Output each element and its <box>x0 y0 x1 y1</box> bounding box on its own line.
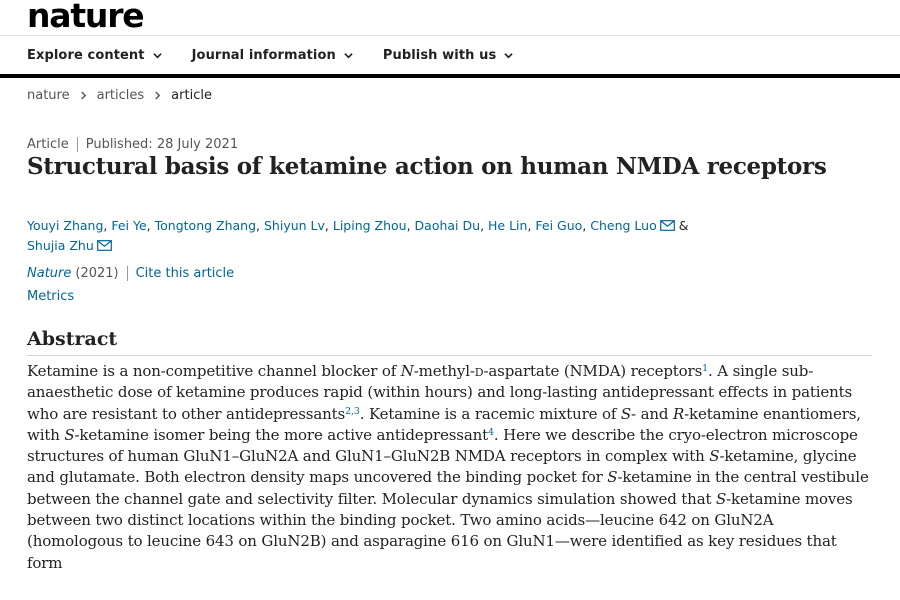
abstract-italic: N <box>400 362 414 380</box>
abstract-italic: S <box>607 468 618 487</box>
author-link[interactable]: Daohai Du <box>414 218 481 233</box>
chevron-down-icon <box>344 51 353 60</box>
article-type: Article <box>27 137 69 152</box>
nav-journal-information[interactable] <box>192 48 353 63</box>
section-divider <box>27 355 872 356</box>
reference-link[interactable]: 1 <box>702 363 709 374</box>
mail-icon[interactable] <box>660 220 675 231</box>
reference-link[interactable]: 2,3 <box>345 405 360 417</box>
meta-divider <box>127 266 128 281</box>
main-nav <box>0 36 900 78</box>
chevron-down-icon <box>504 51 513 60</box>
article-meta <box>27 137 238 152</box>
abstract-segment: -ketamine in the central vestibule between the channel gate and selectivity filter. Molecular dynamics simulation showed that <box>27 468 869 508</box>
author-link[interactable]: Liping Zhou <box>332 218 407 233</box>
abstract-italic: S <box>620 404 632 423</box>
mail-icon[interactable] <box>97 240 112 251</box>
abstract-italic: S <box>715 489 727 508</box>
abstract-segment: - and <box>631 404 673 423</box>
abstract-italic: R <box>672 404 685 423</box>
nav-explore-content[interactable] <box>27 48 162 63</box>
author-link[interactable]: Shujia Zhu <box>27 238 94 253</box>
abstract-small-caps: d <box>474 362 484 380</box>
author-link[interactable]: Shiyun Lv <box>263 218 325 233</box>
breadcrumb <box>27 88 212 103</box>
chevron-right-icon <box>80 91 87 100</box>
abstract-segment: -ketamine, glycine and glutamate. Both electron density maps uncovered the binding pocket for <box>27 447 857 487</box>
nav-item-label: Journal information <box>191 47 336 63</box>
article-title: Structural basis of ketamine action on human NMDA receptors <box>27 153 827 180</box>
journal-name-link[interactable]: Nature <box>27 266 72 281</box>
cite-this-article-link[interactable]: Cite this article <box>135 266 235 281</box>
journal-citation <box>27 266 234 281</box>
chevron-right-icon <box>154 91 161 100</box>
abstract-text <box>27 361 872 574</box>
author-link[interactable]: Cheng Luo <box>590 218 657 233</box>
breadcrumb-articles[interactable]: articles <box>96 88 145 103</box>
author-link[interactable]: He Lin <box>488 218 528 233</box>
nature-logo[interactable]: nature <box>27 0 144 35</box>
nav-item-label: Explore content <box>27 47 145 63</box>
abstract-segment: . Ketamine is a racemic mixture of <box>359 404 621 423</box>
abstract-italic: S <box>64 425 75 444</box>
abstract-segment: -ketamine isomer being the more active antidepressant <box>74 425 489 444</box>
nav-item-label: Publish with us <box>382 47 497 63</box>
author-link[interactable]: Tongtong Zhang <box>154 218 257 233</box>
abstract-segment: -ketamine moves between two distinct locations within the binding pocket. Two amino acids—leucine 642 on GluN2A (homologous to leucine 643 on GluN2B) and asparagine 616 on GluN1—were identified as key residues that form <box>27 489 853 572</box>
site-header <box>0 0 900 36</box>
author-link[interactable]: Fei Ye <box>111 218 147 233</box>
author-list: Youyi Zhang, Fei Ye, Tongtong Zhang, Shiyun Lv, Liping Zhou, Daohai Du, He Lin, Fei Guo, Cheng Luo & Shujia Zhu <box>27 218 689 253</box>
abstract-segment: -ketamine enantiomers, with <box>27 404 861 444</box>
author-link[interactable]: Fei Guo <box>535 218 583 233</box>
publish-date: Published: 28 July 2021 <box>85 137 239 152</box>
abstract-segment: Ketamine is a non-competitive channel blocker of <box>27 362 401 380</box>
authors-ampersand: & <box>678 218 689 233</box>
abstract-segment: . Here we describe the cryo-electron microscope structures of human GluN1–GluN2A and GluN1–GluN2B NMDA receptors in complex with <box>27 425 858 466</box>
reference-link[interactable]: 4 <box>488 426 494 438</box>
meta-divider <box>77 137 78 152</box>
breadcrumb-nature[interactable]: nature <box>27 88 70 103</box>
chevron-down-icon <box>153 51 162 60</box>
author-link[interactable]: Youyi Zhang <box>27 218 104 233</box>
abstract-segment: . A single sub-anaesthetic dose of ketamine produces rapid (within hours) and long-lasting antidepressant effects in patients who are resistant to other antidepressants <box>27 362 853 423</box>
abstract-heading: Abstract <box>27 328 118 350</box>
abstract-segment: -methyl- <box>413 362 475 380</box>
abstract-italic: S <box>709 447 720 466</box>
metrics-link[interactable]: Metrics <box>27 289 75 304</box>
breadcrumb-current: article <box>171 88 212 103</box>
abstract-segment: -aspartate (NMDA) receptors <box>483 362 703 380</box>
journal-year: (2021) <box>75 266 119 281</box>
nav-publish-with-us[interactable] <box>383 48 513 63</box>
